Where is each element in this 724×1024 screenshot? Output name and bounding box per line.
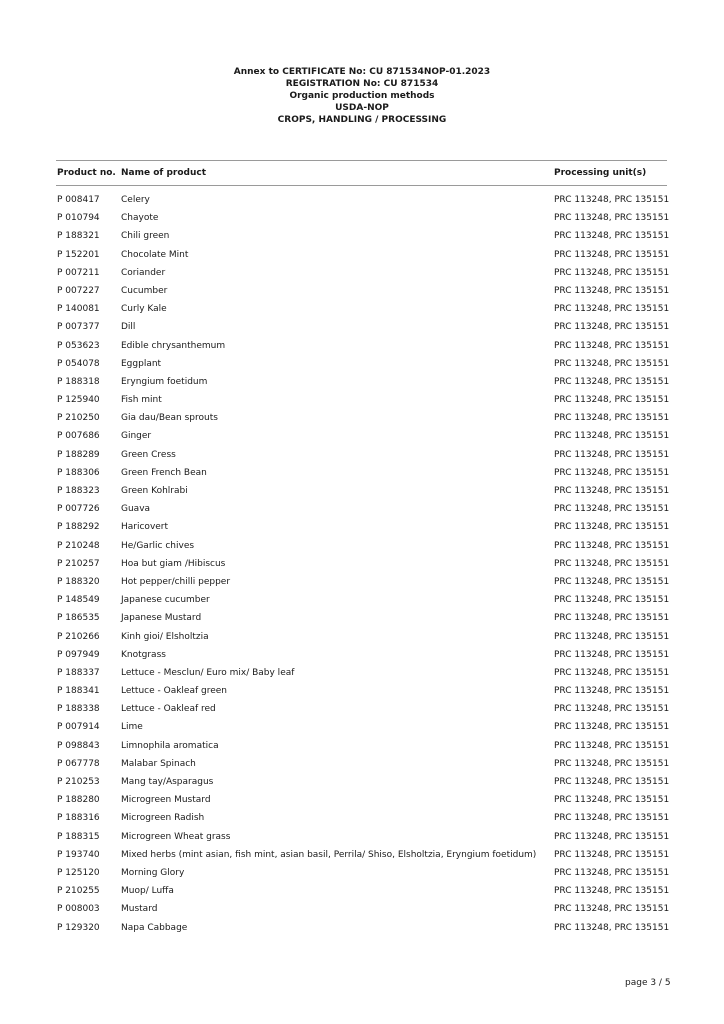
product-name-cell: Japanese Mustard xyxy=(121,613,202,624)
processing-units-cell: PRC 113248, PRC 135151 xyxy=(554,413,670,424)
table-row xyxy=(0,903,724,921)
processing-units-cell: PRC 113248, PRC 135151 xyxy=(554,231,670,242)
processing-units-cell: PRC 113248, PRC 135151 xyxy=(554,649,670,660)
processing-units-cell: PRC 113248, PRC 135151 xyxy=(554,922,670,933)
processing-units-cell: PRC 113248, PRC 135151 xyxy=(554,376,670,387)
product-no-cell: P 007726 xyxy=(57,504,100,515)
product-name-cell: Ginger xyxy=(121,431,152,442)
product-no-cell: P 125120 xyxy=(57,867,100,878)
product-name-cell: Lettuce - Oakleaf green xyxy=(121,686,227,697)
product-no-cell: P 152201 xyxy=(57,249,100,260)
processing-units-cell: PRC 113248, PRC 135151 xyxy=(554,558,670,569)
table-row xyxy=(0,703,724,721)
product-no-cell: P 210253 xyxy=(57,777,100,787)
product-no-cell: P 008003 xyxy=(57,904,100,915)
table-row xyxy=(0,358,724,376)
product-no-cell: P 007686 xyxy=(57,431,100,442)
product-name-cell: Mustard xyxy=(121,904,158,915)
table-row xyxy=(0,394,724,412)
table-row xyxy=(0,430,724,448)
product-no-cell: P 188280 xyxy=(57,795,100,806)
table-row xyxy=(0,267,724,285)
product-no-cell: P 210248 xyxy=(57,540,100,551)
processing-units-cell: PRC 113248, PRC 135151 xyxy=(554,340,670,351)
product-name-cell: Kinh gioi/ Elsholtzia xyxy=(121,631,209,642)
table-row xyxy=(0,303,724,321)
product-name-cell: Dill xyxy=(121,322,136,333)
table-row xyxy=(0,594,724,612)
table-row xyxy=(0,321,724,339)
table-row xyxy=(0,922,724,940)
table-row xyxy=(0,212,724,230)
product-name-cell: Napa Cabbage xyxy=(121,922,188,933)
processing-units-cell: PRC 113248, PRC 135151 xyxy=(554,213,670,224)
product-name-cell: Chocolate Mint xyxy=(121,249,189,260)
table-row xyxy=(0,576,724,594)
product-name-cell: Microgreen Mustard xyxy=(121,795,211,806)
product-name-cell: Limnophila aromatica xyxy=(121,740,219,751)
product-name-cell: Green French Bean xyxy=(121,467,207,478)
product-name-cell: Eryngium foetidum xyxy=(121,376,208,387)
processing-units-cell: PRC 113248, PRC 135151 xyxy=(554,758,670,769)
processing-units-cell: PRC 113248, PRC 135151 xyxy=(554,467,670,478)
table-header xyxy=(0,168,724,180)
product-name-cell: Morning Glory xyxy=(121,867,185,878)
table-row xyxy=(0,776,724,794)
product-name-cell: Celery xyxy=(121,195,150,205)
product-name-cell: Hoa but giam /Hibiscus xyxy=(121,558,226,569)
product-name-cell: Lettuce - Oakleaf red xyxy=(121,704,216,715)
table-row xyxy=(0,867,724,885)
table-row xyxy=(0,467,724,485)
product-name-cell: Muop/ Luffa xyxy=(121,886,174,897)
processing-units-cell: PRC 113248, PRC 135151 xyxy=(554,249,670,260)
product-name-cell: Chili green xyxy=(121,231,170,242)
product-name-cell: Green Cress xyxy=(121,449,176,460)
product-name-cell: Chayote xyxy=(121,213,159,224)
product-name-cell: Lime xyxy=(121,722,143,733)
product-name-cell: Cucumber xyxy=(121,285,168,296)
table-header-divider xyxy=(56,185,667,186)
processing-units-cell: PRC 113248, PRC 135151 xyxy=(554,740,670,751)
processing-units-cell: PRC 113248, PRC 135151 xyxy=(554,667,670,678)
table-row xyxy=(0,631,724,649)
processing-units-cell: PRC 113248, PRC 135151 xyxy=(554,504,670,515)
table-row xyxy=(0,230,724,248)
processing-units-cell: PRC 113248, PRC 135151 xyxy=(554,704,670,715)
processing-units-cell: PRC 113248, PRC 135151 xyxy=(554,831,670,842)
table-row xyxy=(0,667,724,685)
processing-units-cell: PRC 113248, PRC 135151 xyxy=(554,486,670,496)
product-no-cell: P 188338 xyxy=(57,704,100,715)
product-no-cell: P 007227 xyxy=(57,285,100,296)
product-no-cell: P 098843 xyxy=(57,740,100,751)
processing-units-cell: PRC 113248, PRC 135151 xyxy=(554,522,670,533)
product-name-cell: Lettuce - Mesclun/ Euro mix/ Baby leaf xyxy=(121,667,295,678)
product-no-cell: P 053623 xyxy=(57,340,100,351)
product-no-cell: P 186535 xyxy=(57,613,100,624)
product-no-cell: P 188306 xyxy=(57,467,100,478)
processing-units-cell: PRC 113248, PRC 135151 xyxy=(554,886,670,897)
product-no-cell: P 188316 xyxy=(57,813,100,824)
processing-units-cell: PRC 113248, PRC 135151 xyxy=(554,813,670,824)
document-header xyxy=(0,66,724,126)
product-no-cell: P 007914 xyxy=(57,722,100,733)
processing-units-cell: PRC 113248, PRC 135151 xyxy=(554,358,670,369)
processing-units-cell: PRC 113248, PRC 135151 xyxy=(554,777,670,787)
product-no-cell: P 210250 xyxy=(57,413,100,424)
table-row xyxy=(0,540,724,558)
processing-units-cell: PRC 113248, PRC 135151 xyxy=(554,395,670,406)
processing-units-cell: PRC 113248, PRC 135151 xyxy=(554,686,670,697)
product-no-cell: P 054078 xyxy=(57,358,100,369)
product-no-cell: P 067778 xyxy=(57,758,100,769)
product-no-cell: P 210255 xyxy=(57,886,100,897)
product-name-cell: Mixed herbs (mint asian, fish mint, asian basil, Perrila/ Shiso, Elsholtzia, Eryngium foetidum) xyxy=(121,849,537,860)
processing-units-cell: PRC 113248, PRC 135151 xyxy=(554,267,670,278)
table-row xyxy=(0,503,724,521)
table-row xyxy=(0,721,724,739)
table-row xyxy=(0,412,724,430)
processing-units-cell: PRC 113248, PRC 135151 xyxy=(554,576,670,587)
processing-units-cell: PRC 113248, PRC 135151 xyxy=(554,795,670,806)
product-no-cell: P 010794 xyxy=(57,213,100,224)
product-name-cell: Microgreen Wheat grass xyxy=(121,831,231,842)
product-name-cell: He/Garlic chives xyxy=(121,540,195,551)
product-name-cell: Edible chrysanthemum xyxy=(121,340,226,351)
product-no-cell: P 188320 xyxy=(57,576,100,587)
product-no-cell: P 148549 xyxy=(57,595,100,606)
product-name-cell: Haricovert xyxy=(121,522,169,533)
processing-units-cell: PRC 113248, PRC 135151 xyxy=(554,540,670,551)
product-no-cell: P 188315 xyxy=(57,831,100,842)
table-row xyxy=(0,649,724,667)
processing-units-cell: PRC 113248, PRC 135151 xyxy=(554,431,670,442)
product-name-cell: Coriander xyxy=(121,267,166,278)
table-row xyxy=(0,558,724,576)
product-no-cell: P 008417 xyxy=(57,195,100,205)
product-no-cell: P 210257 xyxy=(57,558,100,569)
registration-line: REGISTRATION No: CU 871534 xyxy=(285,79,439,89)
product-no-cell: P 188341 xyxy=(57,686,100,697)
processing-units-header: Processing unit(s) xyxy=(554,168,647,178)
processing-units-cell: PRC 113248, PRC 135151 xyxy=(554,722,670,733)
product-name-cell: Hot pepper/chilli pepper xyxy=(121,576,231,587)
processing-units-cell: PRC 113248, PRC 135151 xyxy=(554,285,670,296)
product-no-cell: P 193740 xyxy=(57,849,100,860)
processing-units-cell: PRC 113248, PRC 135151 xyxy=(554,449,670,460)
processing-units-cell: PRC 113248, PRC 135151 xyxy=(554,904,670,915)
product-name-cell: Malabar Spinach xyxy=(121,758,196,769)
table-row xyxy=(0,340,724,358)
product-no-cell: P 097949 xyxy=(57,649,100,660)
product-no-cell: P 125940 xyxy=(57,395,100,406)
table-row xyxy=(0,612,724,630)
product-no-cell: P 210266 xyxy=(57,631,100,642)
product-name-cell: Japanese cucumber xyxy=(121,595,210,606)
table-row xyxy=(0,449,724,467)
product-name-header: Name of product xyxy=(121,168,207,178)
table-row xyxy=(0,831,724,849)
product-table-body xyxy=(0,194,724,940)
table-row xyxy=(0,885,724,903)
processing-units-cell: PRC 113248, PRC 135151 xyxy=(554,867,670,878)
table-row xyxy=(0,794,724,812)
processing-units-cell: PRC 113248, PRC 135151 xyxy=(554,849,670,860)
product-no-cell: P 007211 xyxy=(57,267,100,278)
table-top-divider xyxy=(56,160,667,161)
table-row xyxy=(0,376,724,394)
product-name-cell: Curly Kale xyxy=(121,304,167,315)
product-no-cell: P 140081 xyxy=(57,304,100,315)
table-row xyxy=(0,758,724,776)
product-no-cell: P 188292 xyxy=(57,522,100,533)
product-name-cell: Microgreen Radish xyxy=(121,813,205,824)
processing-units-cell: PRC 113248, PRC 135151 xyxy=(554,195,670,205)
product-no-cell: P 007377 xyxy=(57,322,100,333)
table-row xyxy=(0,740,724,758)
page-number: page 3 / 5 xyxy=(625,978,671,988)
table-row xyxy=(0,812,724,830)
certificate-line: Annex to CERTIFICATE No: CU 871534NOP-01.2023 xyxy=(233,67,491,77)
product-name-cell: Fish mint xyxy=(121,395,162,406)
product-no-cell: P 188323 xyxy=(57,486,100,496)
standard-line: USDA-NOP xyxy=(335,103,389,113)
table-row xyxy=(0,849,724,867)
product-name-cell: Gia dau/Bean sprouts xyxy=(121,413,218,424)
processing-units-cell: PRC 113248, PRC 135151 xyxy=(554,613,670,624)
table-row xyxy=(0,249,724,267)
processing-units-cell: PRC 113248, PRC 135151 xyxy=(554,595,670,606)
processing-units-cell: PRC 113248, PRC 135151 xyxy=(554,322,670,333)
product-no-cell: P 188337 xyxy=(57,667,100,678)
processing-units-cell: PRC 113248, PRC 135151 xyxy=(554,304,670,315)
product-no-header: Product no. xyxy=(57,168,116,178)
production-method-line: Organic production methods xyxy=(289,91,435,101)
table-row xyxy=(0,194,724,212)
product-no-cell: P 188318 xyxy=(57,376,100,387)
table-row xyxy=(0,685,724,703)
scope-line: CROPS, HANDLING / PROCESSING xyxy=(277,115,447,125)
product-name-cell: Mang tay/Asparagus xyxy=(121,777,214,787)
product-no-cell: P 188321 xyxy=(57,231,100,242)
product-name-cell: Knotgrass xyxy=(121,649,166,660)
product-no-cell: P 188289 xyxy=(57,449,100,460)
product-no-cell: P 129320 xyxy=(57,922,100,933)
product-name-cell: Green Kohlrabi xyxy=(121,486,188,496)
table-row xyxy=(0,485,724,503)
product-name-cell: Guava xyxy=(121,504,151,515)
processing-units-cell: PRC 113248, PRC 135151 xyxy=(554,631,670,642)
table-row xyxy=(0,285,724,303)
product-name-cell: Eggplant xyxy=(121,358,162,369)
table-row xyxy=(0,521,724,539)
